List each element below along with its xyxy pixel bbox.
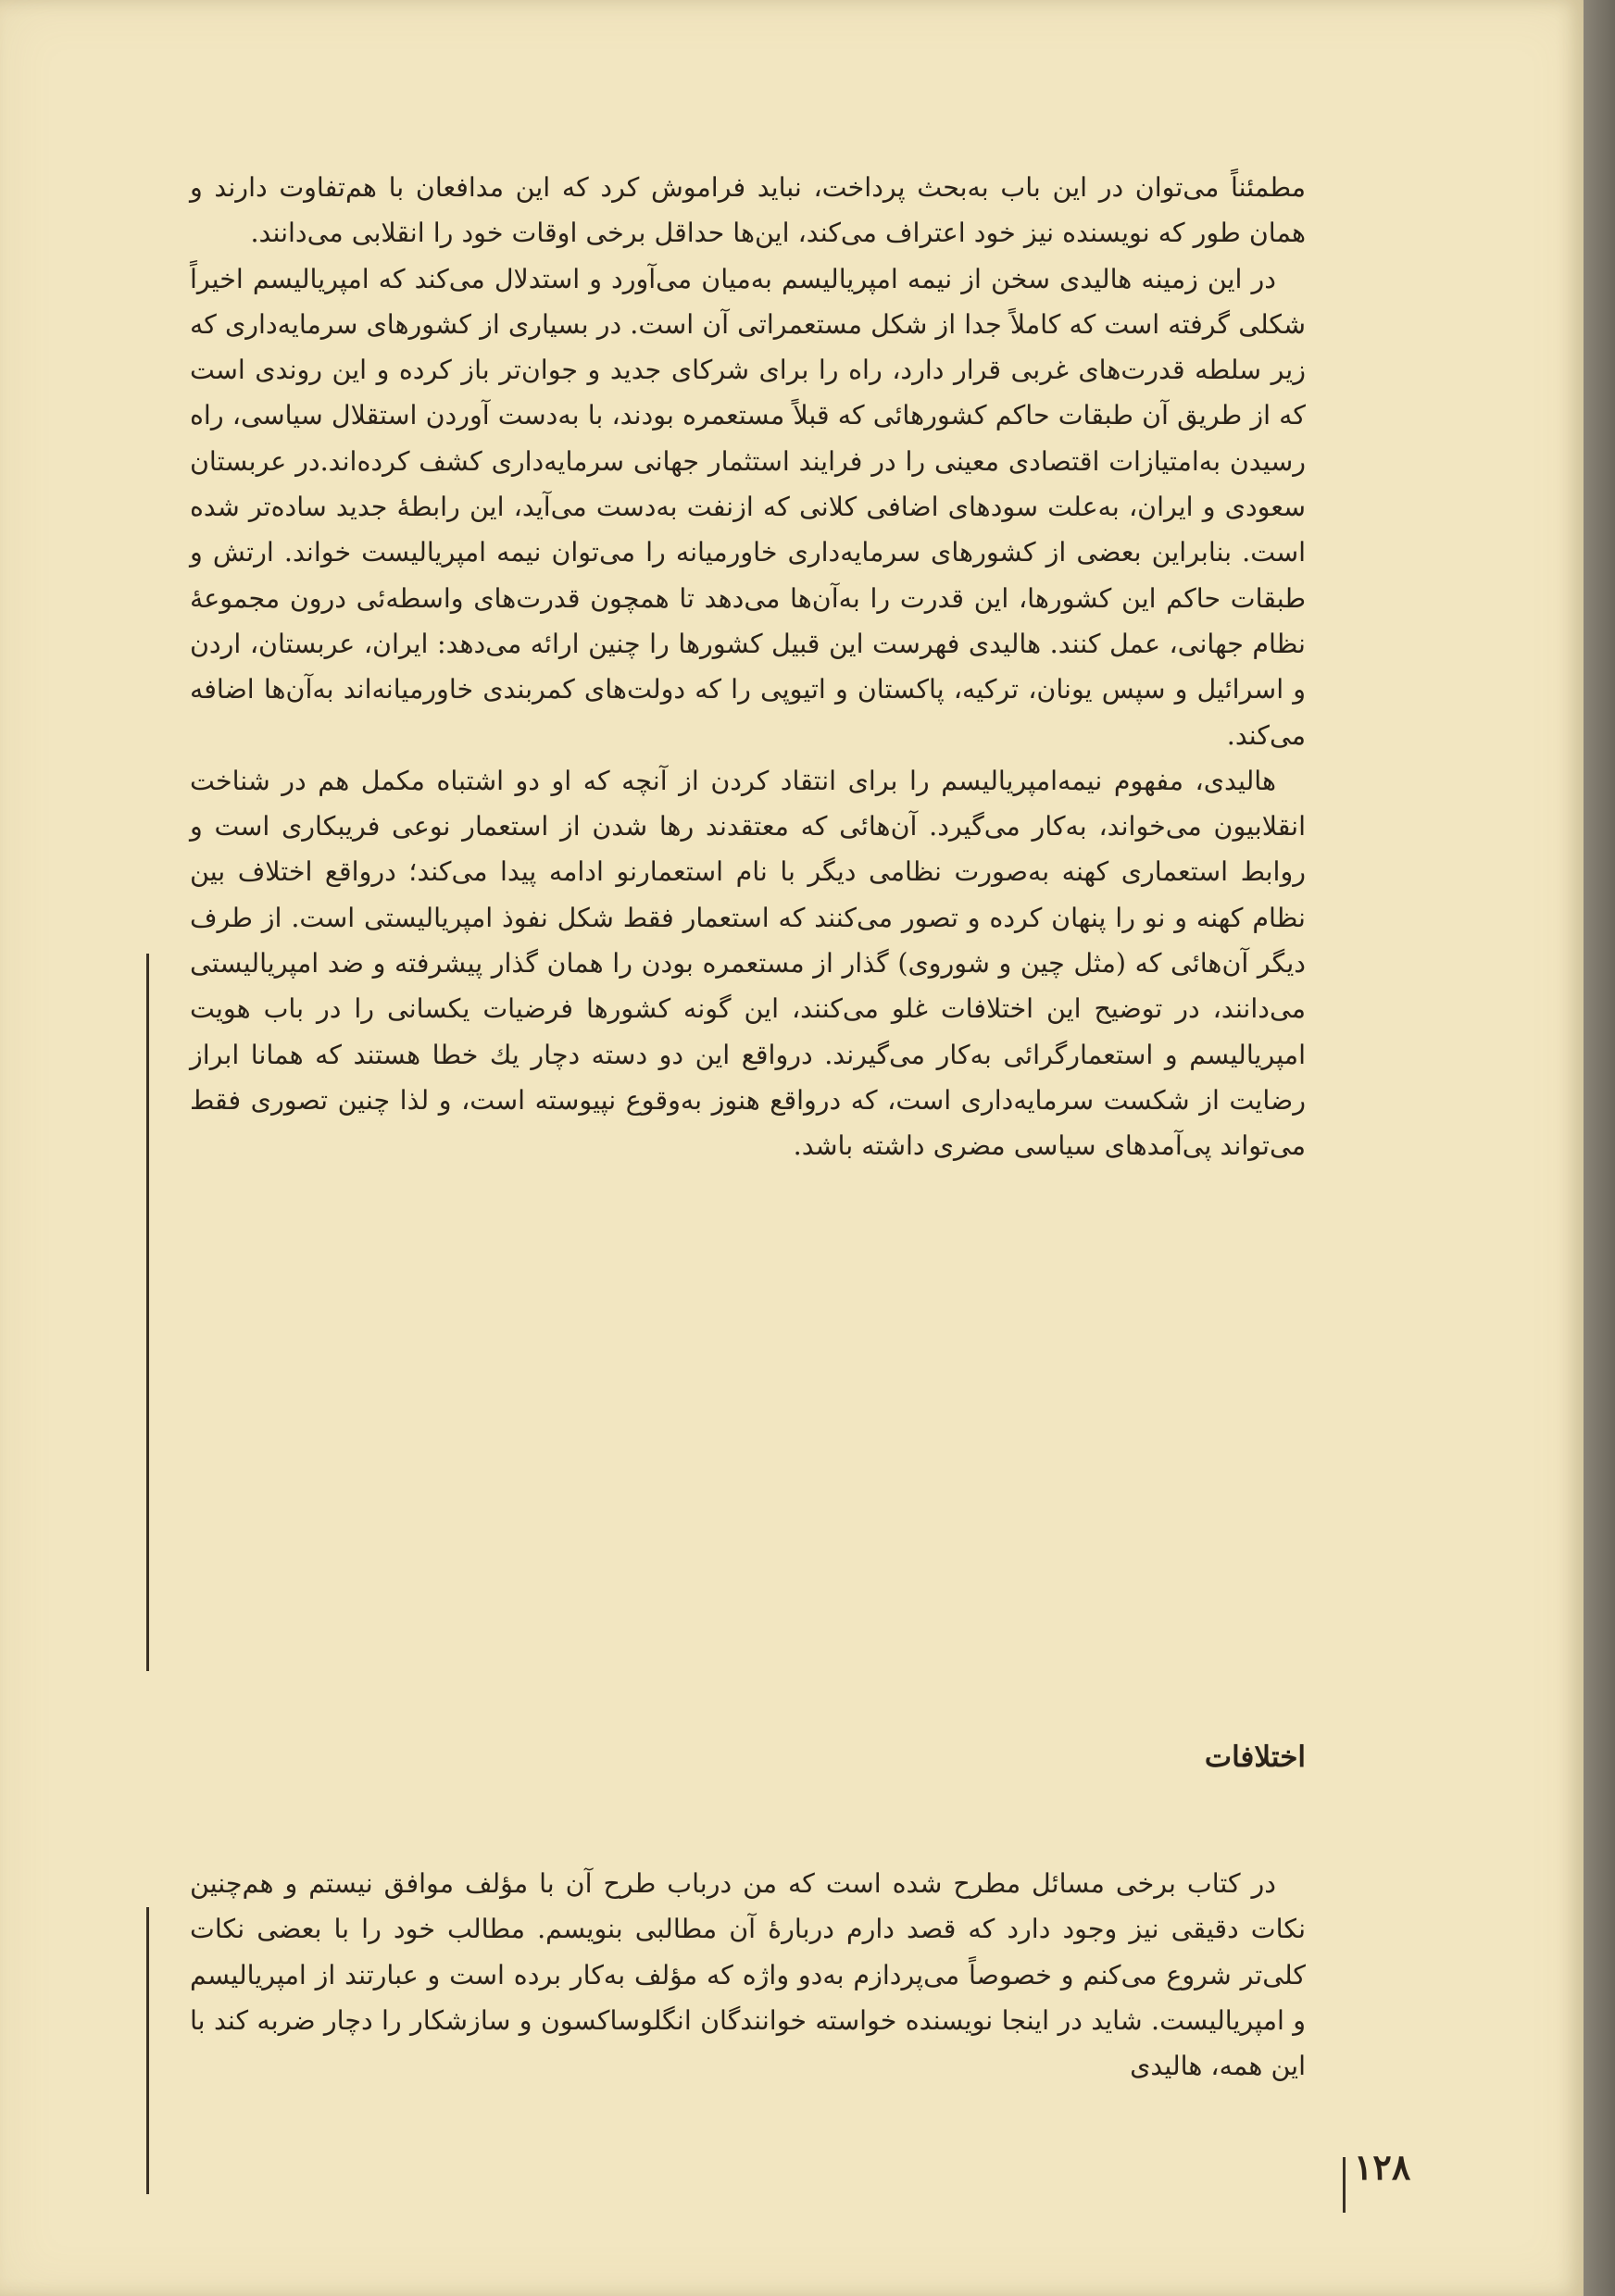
paragraph-3: هالیدی، مفهوم نیمه‌امپریالیسم را برای انتقاد کردن از آنچه که او دو اشتباه مکمل هم در شناخت انقلابیون می‌خواند، به‌کار می‌گیرد. آن‌هائی که معتقدند رها شدن از استعمار نوعی فریبکاری است و روابط استعماری کهنه به‌صورت نظامی دیگر با نام استعمارنو ادامه پیدا می‌کند؛ درواقع اختلاف بین نظام کهنه و نو را پنهان کرده و تصور می‌کنند که استعمار فقط شکل نفوذ امپریالیستی است. از طرف دیگر آن‌هائی که (مثل چین و شوروی) گذار از مستعمره بودن را همان گذار پیشرفته و ضد امپریالیستی می‌دانند، در توضیح این اختلافات غلو می‌کنند، این گونه کشورها فرضیات یکسانی را در باب هویت امپریالیسم و استعمارگرائی به‌کار می‌گیرند. درواقع این دو دسته دچار یك خطا هستند که همانا ابراز رضایت از شکست سرمایه‌داری است، که درواقع هنوز به‌وقوع نپیوسته است، و لذا چنین تصوری فقط می‌تواند پی‌آمدهای سیاسی مضری داشته باشد.: [190, 765, 1306, 1162]
paragraph-2: در این زمینه هالیدی سخن از نیمه امپریالیسم به‌میان می‌آورد و استدلال می‌کند که امپریالیسم اخیراً شکلی گرفته است که کاملاً جدا از شکل مستعمراتی آن است. در بسیاری از کشورهای سرمایه‌داری که زیر سلطه قدرت‌های غربی قرار دارد، راه را برای شرکای جدید و جوان‌تر باز کرده و این روندی است که از طریق آن طبقات حاکم کشورهائی که قبلاً مستعمره بودند، با به‌دست آوردن استقلال سیاسی، راه رسیدن به‌امتیازات اقتصادی معینی را در فرایند استثمار جهانی سرمایه‌داری کشف کرده‌اند.در عربستان سعودی و ایران، به‌علت سودهای اضافی کلانی که ازنفت به‌دست می‌آید، این رابطهٔ جدید ساده‌تر شده است. بنابراین بعضی از کشورهای سرمایه‌داری خاورمیانه را می‌توان نیمه امپریالیست خواند. ارتش و طبقات حاکم این کشورها، این قدرت را به‌آن‌ها می‌دهد تا همچون قدرت‌های واسطه‌ئی درون مجموعهٔ نظام جهانی، عمل کنند. هالیدی فهرست این قبیل کشورها را چنین ارائه می‌دهد: ایران، عربستان، اردن و اسرائیل و سپس یونان، ترکیه، پاکستان و اتیوپی را که دولت‌های کمربندی خاورمیانه‌اند به‌آن‌ها اضافه می‌کند.: [190, 263, 1306, 751]
paragraph-1: مطمئناً می‌توان در این باب به‌بحث پرداخت، نباید فراموش کرد که این مدافعان با هم‌تفاوت دارند و همان طور که نویسنده نیز خود اعتراف می‌کند، این‌ها حداقل برخی اوقات خود را انقلابی می‌دانند.: [190, 172, 1306, 249]
paragraph-4: در کتاب برخی مسائل مطرح شده است که من درباب طرح آن با مؤلف موافق نیستم و هم‌چنین نکات دقیقی نیز وجود دارد که قصد دارم دربارهٔ آن مطالبی بنویسم. مطالب خود را با بعضی نکات کلی‌تر شروع می‌کنم و خصوصاً می‌پردازم به‌دو واژه که مؤلف به‌کار برده است و عبارتند از امپریالیسم و امپریالیست. شاید در اینجا نویسنده خواسته خوانندگان انگلوساکسون و سازشکار را دچار ضربه کند با این همه، هالیدی: [190, 1868, 1306, 2082]
page-number-rule: [1343, 2157, 1346, 2213]
body-text-upper: [190, 165, 1306, 1169]
margin-marker-line: [146, 1907, 149, 2194]
body-text-lower: [190, 1861, 1306, 2089]
page-edge-shadow: [1584, 0, 1615, 2296]
section-heading: اختلافات: [1204, 1741, 1306, 1774]
margin-marker-line: [146, 954, 149, 1671]
page-number: ۱۲۸: [1354, 2146, 1411, 2188]
